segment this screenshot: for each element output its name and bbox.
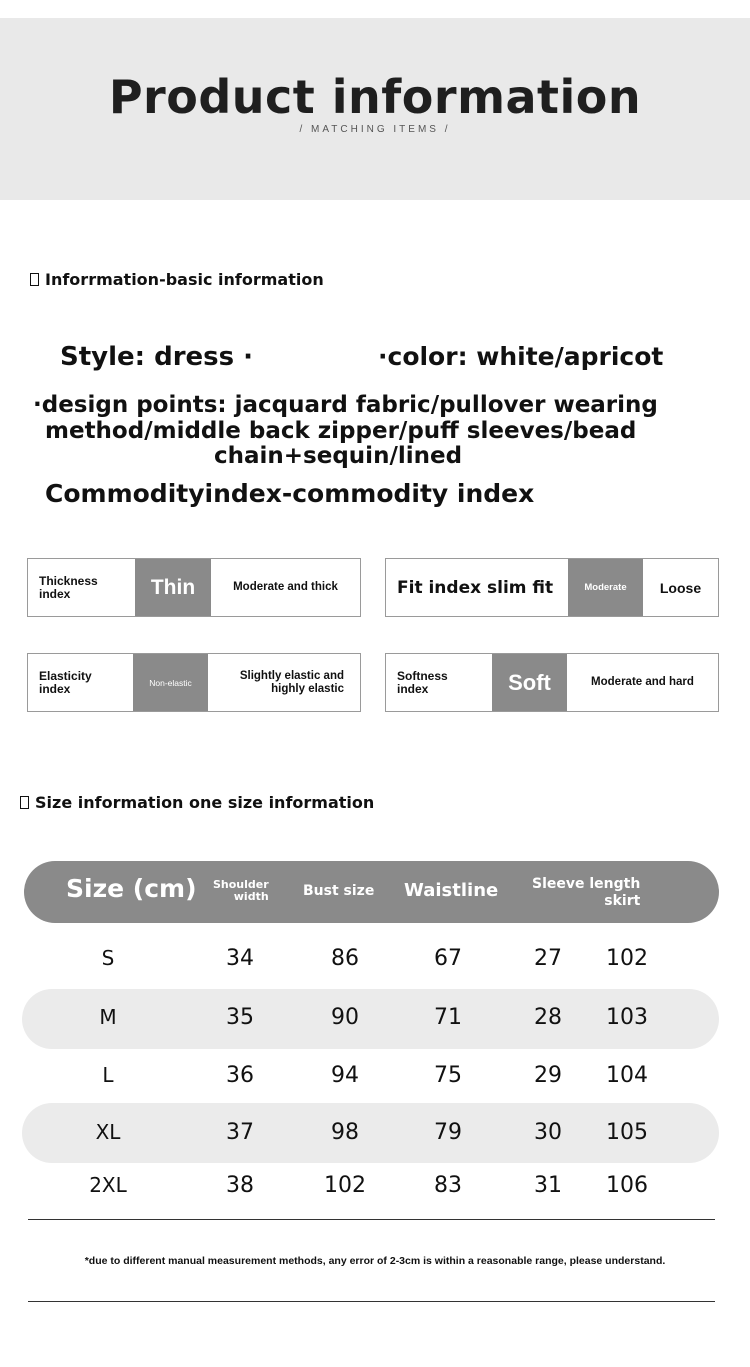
cell-sleeve-2xl: 31 (534, 1173, 562, 1198)
fit-label: Fit index slim fit (397, 577, 554, 598)
cell-sleeve-s: 27 (534, 946, 562, 971)
softness-label-line1: Softness (397, 668, 448, 683)
cell-bust-xl: 98 (331, 1120, 359, 1145)
cell-waist-2xl: 83 (434, 1173, 462, 1198)
softness-label (386, 654, 492, 711)
measurement-note: *due to different manual measurement methods, any error of 2-3cm is within a reasonable range, please understand. (84, 1255, 666, 1267)
cell-bust-l: 94 (331, 1063, 359, 1088)
design-line-3: chain+sequin/lined (214, 443, 463, 469)
elasticity-other-line2: highly elastic (271, 682, 344, 695)
page-subtitle: / MATCHING ITEMS / (299, 124, 451, 135)
cell-waist-l: 75 (434, 1063, 462, 1088)
header-waist: Waistline (404, 880, 499, 901)
elasticity-other (208, 654, 360, 711)
cell-shoulder-s: 34 (226, 946, 254, 971)
thickness-label-line2: index (39, 586, 71, 601)
header-shoulder (213, 879, 269, 903)
cell-shoulder-xl: 37 (226, 1120, 254, 1145)
cell-sleeve-xl: 30 (534, 1120, 562, 1145)
divider-bottom (28, 1301, 715, 1302)
cell-skirt-m: 103 (606, 1005, 648, 1030)
cell-bust-s: 86 (331, 946, 359, 971)
cell-waist-s: 67 (434, 946, 462, 971)
basic-info-heading (30, 270, 324, 289)
style-line: Style: dress · (60, 342, 254, 372)
size-info-heading-text: Size information one size information (35, 793, 375, 812)
thickness-label-line1: Thickness (39, 573, 98, 588)
square-icon (20, 796, 29, 809)
thickness-selected: Thin (135, 559, 211, 616)
thickness-other: Moderate and thick (233, 581, 338, 593)
thickness-index-box (27, 558, 361, 617)
elasticity-selected: Non-elastic (133, 654, 208, 711)
cell-sleeve-m: 28 (534, 1005, 562, 1030)
softness-label-line2: index (397, 681, 429, 696)
cell-size-2xl: 2XL (89, 1173, 127, 1197)
cell-bust-2xl: 102 (324, 1173, 366, 1198)
elasticity-label (28, 654, 133, 711)
header-sleeve-line2: skirt (604, 893, 641, 909)
divider-top (28, 1219, 715, 1220)
cell-sleeve-l: 29 (534, 1063, 562, 1088)
header-shoulder-line2: width (233, 890, 269, 903)
cell-size-l: L (102, 1063, 114, 1087)
elasticity-label-line1: Elasticity (39, 668, 92, 683)
cell-waist-m: 71 (434, 1005, 462, 1030)
square-icon (30, 273, 39, 286)
cell-size-xl: XL (95, 1120, 121, 1144)
cell-bust-m: 90 (331, 1005, 359, 1030)
design-line-1: ·design points: jacquard fabric/pullover wearing (33, 392, 658, 418)
cell-size-m: M (99, 1005, 117, 1029)
softness-index-box (385, 653, 719, 712)
cell-size-s: S (101, 946, 115, 970)
cell-shoulder-l: 36 (226, 1063, 254, 1088)
design-line-2: method/middle back zipper/puff sleeves/bead (45, 418, 637, 444)
cell-skirt-s: 102 (606, 946, 648, 971)
page-title: Product information (108, 70, 642, 124)
commodity-index-heading: Commodityindex-commodity index (45, 479, 535, 508)
fit-other: Loose (659, 579, 702, 596)
cell-skirt-l: 104 (606, 1063, 648, 1088)
fit-index-box (385, 558, 719, 617)
cell-waist-xl: 79 (434, 1120, 462, 1145)
header-size: Size (cm) (66, 874, 197, 903)
thickness-label (28, 559, 135, 616)
elasticity-label-line2: index (39, 681, 71, 696)
basic-info-heading-text: Inforrmation-basic information (45, 270, 324, 289)
elasticity-other-line1: Slightly elastic and (239, 669, 344, 682)
softness-other: Moderate and hard (591, 676, 694, 688)
cell-shoulder-2xl: 38 (226, 1173, 254, 1198)
size-info-heading (20, 793, 374, 812)
color-line: ·color: white/apricot (378, 342, 664, 371)
header-bust: Bust size (303, 883, 375, 899)
header-sleeve-line1: Sleeve length (532, 876, 641, 892)
cell-skirt-xl: 105 (606, 1120, 648, 1145)
header-shoulder-line1: Shoulder (213, 878, 269, 891)
header-sleeve (532, 876, 640, 910)
elasticity-index-box (27, 653, 361, 712)
fit-selected: Moderate (568, 559, 643, 616)
cell-shoulder-m: 35 (226, 1005, 254, 1030)
softness-selected: Soft (492, 654, 567, 711)
cell-skirt-2xl: 106 (606, 1173, 648, 1198)
